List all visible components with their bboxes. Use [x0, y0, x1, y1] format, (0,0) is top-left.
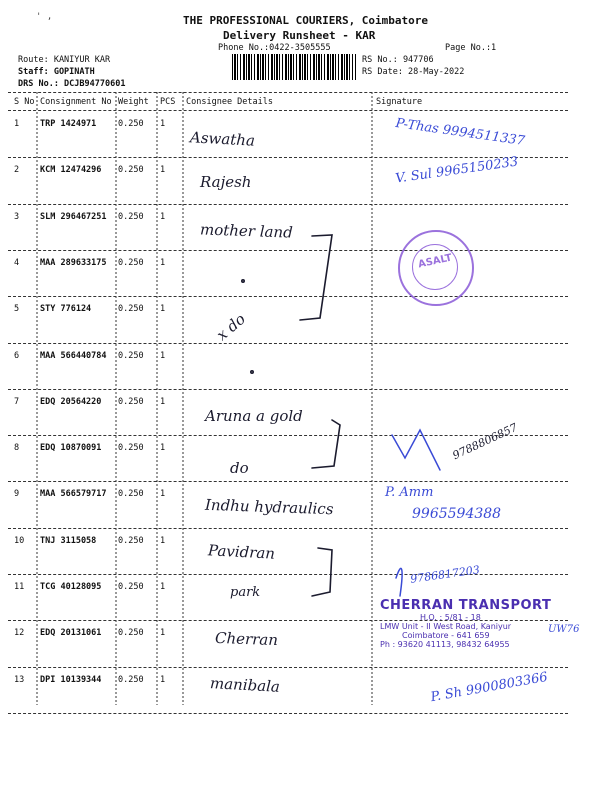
stamp-name: CHERRAN TRANSPORT	[380, 598, 552, 613]
row-weight: 0.250	[118, 443, 144, 454]
col-pcs: PCS	[160, 97, 176, 107]
company-title: THE PROFESSIONAL COURIERS, Coimbatore	[183, 14, 429, 27]
stamp-line-3: Coimbatore - 641 659	[402, 631, 490, 640]
col-consignee: Consignee Details	[186, 97, 273, 107]
row-pcs: 1	[160, 165, 166, 176]
row-pcs: 1	[160, 119, 166, 129]
sig-2: V. Sul 9965150233	[394, 154, 520, 187]
row-pcs: 1	[160, 443, 166, 454]
row-consignment: EDQ 20564220	[40, 396, 102, 407]
row-weight: 0.250	[118, 304, 144, 315]
scan-marks: ' ,	[36, 12, 53, 22]
row-weight: 0.250	[118, 257, 144, 268]
row-sno: 2	[14, 165, 20, 176]
sig-8: 9788806857	[450, 420, 520, 463]
runsheet-title: Delivery Runsheet - KAR	[223, 29, 376, 42]
sig-9b: 9965594388	[412, 506, 502, 522]
drs-number: DRS No.: DCJB94770601	[18, 79, 126, 89]
row-weight: 0.250	[118, 119, 144, 129]
row-sno: 12	[14, 628, 25, 639]
rs-number: RS No.: 947706	[362, 55, 434, 65]
sig-11: 9786817203	[409, 563, 481, 586]
hw-name-11: manibala	[209, 674, 281, 696]
row-pcs: 1	[160, 257, 166, 268]
hw-name-2: Rajesh	[200, 173, 252, 191]
row-pcs: 1	[160, 674, 166, 685]
row-weight: 0.250	[118, 489, 144, 500]
row-sno: 1	[14, 119, 20, 129]
sig-9a: P. Amm	[385, 485, 434, 500]
route: Route: KANIYUR KAR	[18, 55, 111, 65]
row-consignment: MAA 566579717	[40, 489, 107, 500]
row-weight: 0.250	[118, 211, 144, 222]
row-consignment: SLM 296467251	[40, 211, 107, 222]
row-consignment: TCG 40128095	[40, 582, 102, 592]
row-consignment: MAA 289633175	[40, 257, 107, 268]
row-pcs: 1	[160, 489, 166, 500]
hw-name-3: mother land	[199, 220, 294, 242]
row-pcs: 1	[160, 304, 166, 315]
stamp-line-4: Ph : 93620 41113, 98432 64955	[380, 640, 510, 649]
hw-name-6: do	[230, 459, 249, 477]
sig-12: UW76	[548, 624, 580, 635]
row-consignment: EDQ 20131061	[40, 628, 102, 639]
row-sno: 3	[14, 211, 20, 222]
row-weight: 0.250	[118, 628, 144, 639]
row-sno: 9	[14, 489, 20, 500]
hw-name-7: Indhu hydraulics	[204, 495, 334, 519]
row-sno: 13	[14, 674, 25, 685]
row-pcs: 1	[160, 396, 166, 407]
row-weight: 0.250	[118, 674, 144, 685]
staff: Staff: GOPINATH	[18, 67, 95, 77]
company-stamp	[380, 598, 551, 649]
row-sno: 5	[14, 304, 20, 315]
row-pcs: 1	[160, 582, 166, 592]
col-signature: Signature	[376, 97, 423, 107]
row-consignment: TRP 1424971	[40, 119, 97, 129]
row-consignment: MAA 566440784	[40, 350, 107, 361]
row-sno: 8	[14, 443, 20, 454]
stamp-line-1: H.O. : 5/81 - 18	[420, 613, 481, 622]
row-pcs: 1	[160, 535, 166, 546]
row-sno: 11	[14, 582, 25, 592]
row-consignment: KCM 12474296	[40, 165, 102, 176]
col-sno: S No	[14, 97, 35, 107]
sig-13: P. Sh 9900803366	[429, 669, 549, 706]
row-weight: 0.250	[118, 165, 144, 176]
row-consignment: TNJ 3115058	[40, 535, 97, 546]
sig-1: P-Thas 9994511337	[394, 116, 526, 149]
row-weight: 0.250	[118, 582, 144, 592]
phone-number: Phone No.:0422-3505555	[218, 43, 331, 53]
row-consignment: STY 776124	[40, 304, 92, 315]
hw-name-10: Cherran	[214, 628, 279, 650]
row-weight: 0.250	[118, 535, 144, 546]
row-pcs: 1	[160, 628, 166, 639]
row-weight: 0.250	[118, 350, 144, 361]
row-weight: 0.250	[118, 396, 144, 407]
hw-name-5: Aruna a gold	[205, 407, 303, 425]
page-number: Page No.:1	[445, 43, 497, 53]
hw-name-4: x do	[212, 309, 249, 345]
hw-name-8: Pavidran	[207, 541, 276, 563]
row-pcs: 1	[160, 211, 166, 222]
hw-name-1: Aswatha	[189, 128, 256, 150]
row-consignment: EDQ 10870091	[40, 443, 102, 454]
row-sno: 6	[14, 350, 20, 361]
row-pcs: 1	[160, 350, 166, 361]
hw-name-9: park	[230, 585, 261, 600]
seal-text: ASALT	[417, 252, 453, 271]
rs-date: RS Date: 28-May-2022	[362, 67, 465, 77]
col-weight: Weight	[118, 97, 149, 107]
stamp-line-2: LMW Unit - II West Road, Kaniyur	[380, 622, 512, 631]
col-consignment: Consignment No	[40, 97, 112, 107]
row-sno: 10	[14, 535, 25, 546]
row-consignment: DPI 10139344	[40, 674, 102, 685]
row-sno: 7	[14, 396, 20, 407]
row-sno: 4	[14, 257, 20, 268]
